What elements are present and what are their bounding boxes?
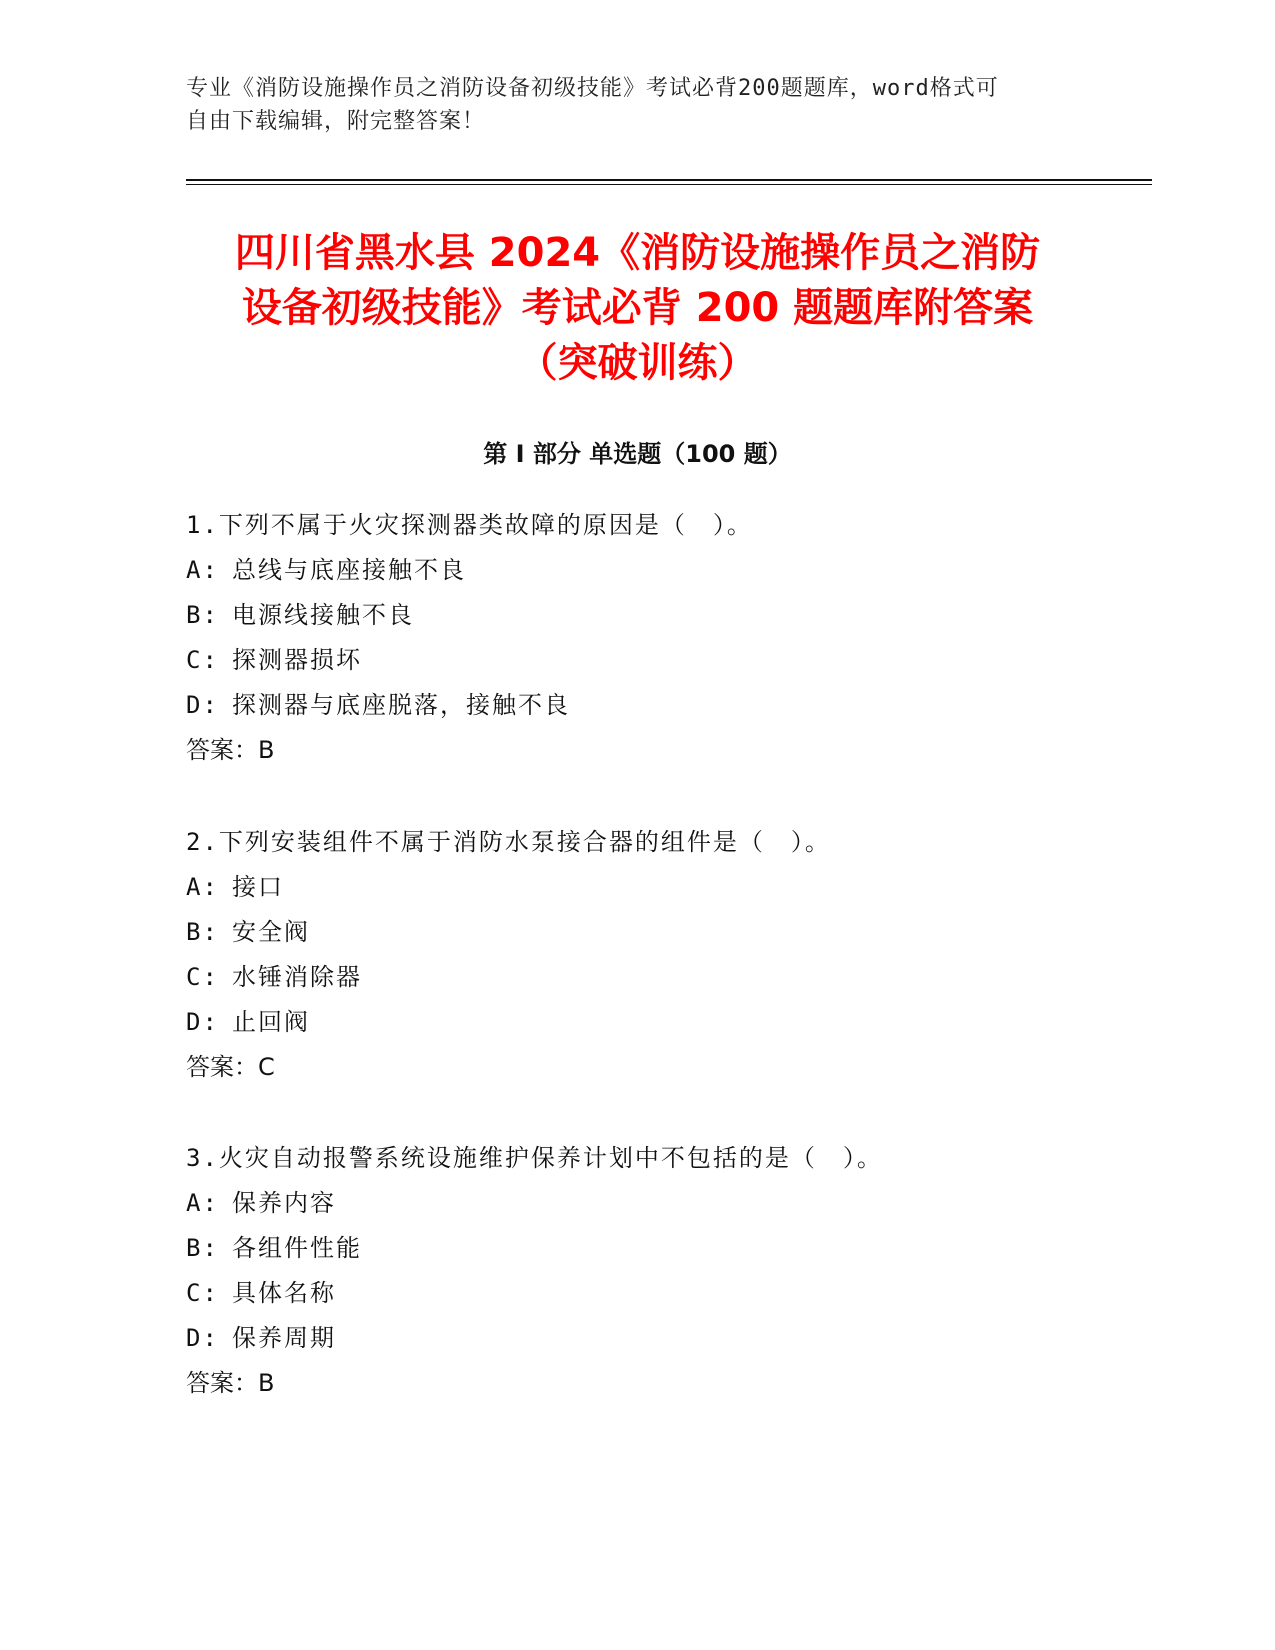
question-2: [186, 820, 1146, 1090]
section-heading: 第 I 部分 单选题（100 题）: [483, 440, 792, 468]
option-text: 安全阀: [232, 918, 310, 946]
option-text: 总线与底座接触不良: [232, 556, 466, 584]
option-key: C:: [186, 963, 219, 991]
option-c: [186, 1271, 1146, 1316]
option-key: D:: [186, 1324, 219, 1352]
question-3: [186, 1136, 1146, 1406]
option-text: 探测器损坏: [232, 646, 362, 674]
option-key: C:: [186, 1279, 219, 1307]
option-key: A:: [186, 1189, 219, 1217]
option-c: [186, 638, 1146, 683]
title-line-1: 四川省黑水县 2024《消防设施操作员之消防: [234, 230, 1041, 276]
option-b: [186, 1226, 1146, 1271]
option-a: [186, 548, 1146, 593]
header-note-line-1: 专业《消防设施操作员之消防设备初级技能》考试必背200题题库，word格式可: [186, 76, 999, 101]
option-key: B:: [186, 918, 219, 946]
header-divider-thin: [186, 184, 1152, 185]
option-text: 具体名称: [232, 1279, 336, 1307]
header-note-line-2: 自由下载编辑，附完整答案！: [186, 109, 486, 134]
option-b: [186, 593, 1146, 638]
option-c: [186, 955, 1146, 1000]
option-text: 接口: [232, 873, 284, 901]
option-key: D:: [186, 691, 219, 719]
option-key: D:: [186, 1008, 219, 1036]
question-text: 2.下列安装组件不属于消防水泵接合器的组件是（ ）。: [186, 828, 831, 856]
answer: 答案：C: [186, 1053, 275, 1081]
option-key: B:: [186, 1234, 219, 1262]
option-text: 水锤消除器: [232, 963, 362, 991]
option-a: [186, 1181, 1146, 1226]
option-key: A:: [186, 556, 219, 584]
option-d: [186, 683, 1146, 728]
option-b: [186, 910, 1146, 955]
header-note: [186, 72, 1066, 138]
option-key: A:: [186, 873, 219, 901]
title-line-2: 设备初级技能》考试必背 200 题题库附答案: [241, 285, 1034, 331]
option-text: 电源线接触不良: [232, 601, 414, 629]
question-text: 3.火灾自动报警系统设施维护保养计划中不包括的是（ ）。: [186, 1144, 883, 1172]
option-d: [186, 1316, 1146, 1361]
document-title: [150, 226, 1125, 391]
answer: 答案：B: [186, 1369, 275, 1397]
option-text: 保养周期: [232, 1324, 336, 1352]
option-a: [186, 865, 1146, 910]
option-text: 探测器与底座脱落，接触不良: [232, 691, 570, 719]
question-1: [186, 503, 1146, 773]
option-key: B:: [186, 601, 219, 629]
option-text: 止回阀: [232, 1008, 310, 1036]
option-key: C:: [186, 646, 219, 674]
title-line-3: （突破训练）: [517, 340, 758, 386]
header-divider-thick: [186, 179, 1152, 181]
answer: 答案：B: [186, 736, 275, 764]
question-text: 1.下列不属于火灾探测器类故障的原因是（ ）。: [186, 511, 753, 539]
option-text: 保养内容: [232, 1189, 336, 1217]
option-d: [186, 1000, 1146, 1045]
option-text: 各组件性能: [232, 1234, 362, 1262]
